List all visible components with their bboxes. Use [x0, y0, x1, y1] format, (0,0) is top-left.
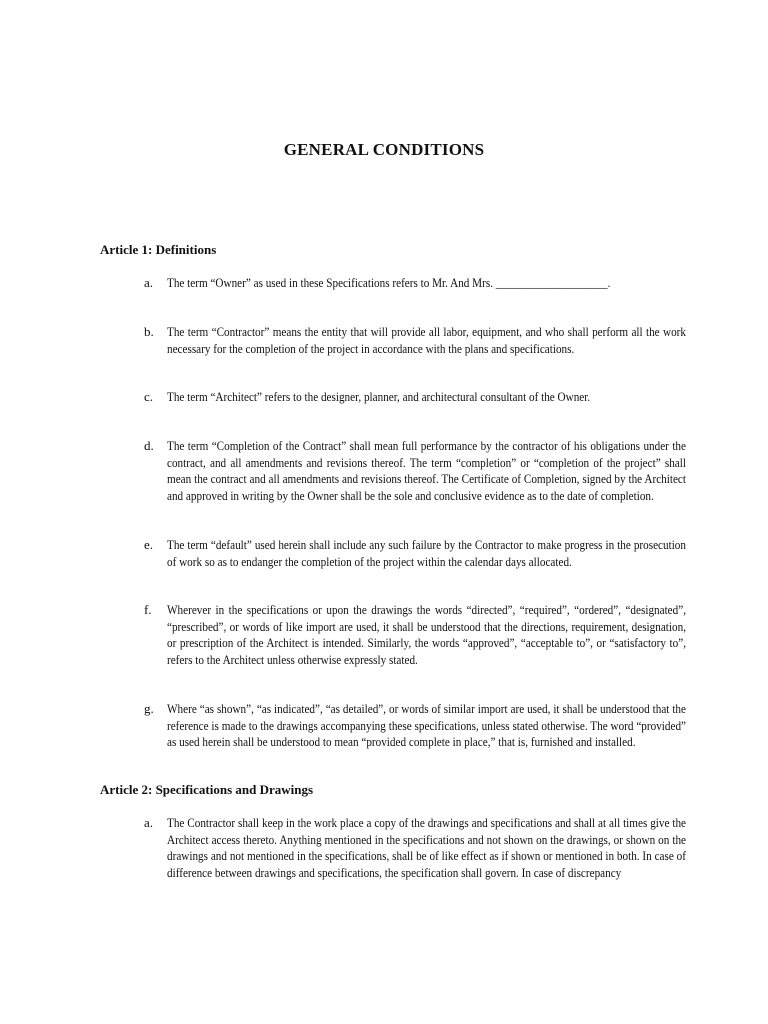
- article-2-heading: Article 2: Specifications and Drawings: [100, 782, 314, 797]
- item-text: The term “Contractor” means the entity that will provide all labor, equipment, and who shall perform all the work necessary for the completion of the project in accordance with the plans and specifications.: [167, 324, 686, 356]
- item-text: The term “Architect” refers to the designer, planner, and architectural consultant of the Owner.: [167, 389, 591, 404]
- item-text: Wherever in the specifications or upon the drawings the words “directed”, “required”, “ordered”, “designated”, “prescribed”, or words of like import are used, it shall be understood that the directions, requirement, designation, or prescription of the Architect is intended. Similarly, the words “approved”, “acceptable to”, or “satisfactory to”, refers to the Architect unless otherwise expressly stated.: [167, 602, 686, 667]
- document-title: GENERAL CONDITIONS: [283, 140, 485, 159]
- item-marker: g.: [144, 701, 154, 716]
- item-marker: b.: [144, 324, 154, 339]
- item-text: The term “default” used herein shall include any such failure by the Contractor to make progress in the prosecution of work so as to endanger the completion of the project within the calendar days allocated.: [167, 537, 686, 569]
- item-text: The Contractor shall keep in the work place a copy of the drawings and specifications and shall at all times give the Architect access thereto. Anything mentioned in the specifications and not shown on the drawings, or shown on the drawings and not mentioned in the specifications, shall be of like effect as if shown or mentioned in both. In case of difference between drawings and specifications, the specification shall govern. In case of discrepancy: [167, 815, 686, 880]
- item-text: The term “Completion of the Contract” shall mean full performance by the contractor of his obligations under the contract, and all amendments and revisions thereof. The term “completion” or “completion of the project” shall mean the contract and all amendments and revisions thereof. The Certificate of Completion, signed by the Architect and approved in writing by the Owner shall be the sole and conclusive evidence as to the date of completion.: [167, 438, 686, 503]
- item-marker: c.: [144, 389, 154, 404]
- item-marker: a.: [144, 275, 154, 290]
- item-text: The term “Owner” as used in these Specifications refers to Mr. And Mrs. ____________________.: [167, 275, 611, 290]
- item-marker: a.: [144, 815, 154, 830]
- item-text: Where “as shown”, “as indicated”, “as detailed”, or words of similar import are used, it shall be understood that the reference is made to the drawings accompanying these specifications, unless stated otherwise. The word “provided” as used herein shall be understood to mean “provided complete in place,” that is, furnished and installed.: [167, 701, 686, 749]
- item-marker: e.: [144, 537, 154, 552]
- item-marker: f.: [144, 602, 152, 617]
- article-1-heading: Article 1: Definitions: [100, 242, 217, 257]
- item-marker: d.: [144, 438, 154, 453]
